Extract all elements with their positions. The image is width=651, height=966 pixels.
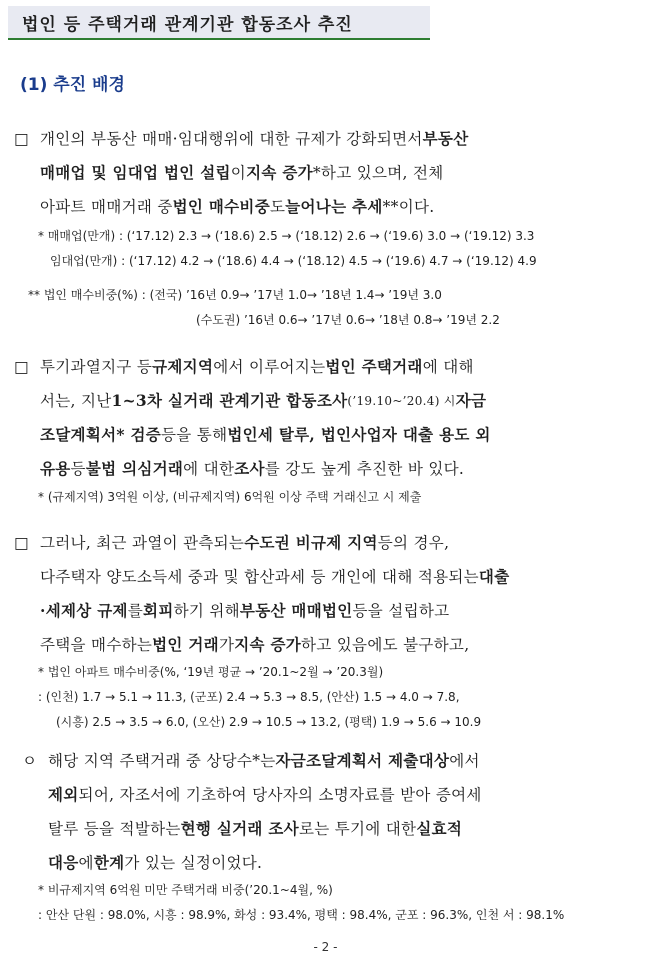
square-bullet-icon: □ bbox=[14, 534, 29, 552]
footnote-regional-share: * 법인 아파트 매수비중(%, ‘19년 평균 → ’20.1~2월 → ’20.3월) : (인천) 1.7 → 5.1 → 11.3, (군포) 2.4 → 5.3 → 8.5, (안산) 1.5 → 4.0 → 7.8, (시흥) 2.5 → 3.5 → 6.0, (오산) 2.9 → 10.5 → 13.2, (평택) 1.9 → 5.6 → 10.9 bbox=[38, 665, 482, 729]
section-heading: (1) 추진 배경 bbox=[20, 75, 125, 95]
footnote-business-count: * 매매업(만개) : (‘17.12) 2.3 → (‘18.6) 2.5 → (‘18.12) 2.6 → (‘19.6) 3.0 → (‘19.12) 3.3 임대업(만개) : (‘17.12) 4.2 → (‘18.6) 4.4 → (‘18.12) 4.5 → (‘19.6) 4.7 → (‘19.12) 4.9 bbox=[38, 229, 537, 268]
title-text: 법인 등 주택거래 관계기관 합동조사 추진 bbox=[22, 14, 353, 35]
footnote-under-600m-share: * 비규제지역 6억원 미만 주택거래 비중(’20.1~4월, %) : 안산 단원 : 98.0%, 시흥 : 98.9%, 화성 : 93.4%, 평택 : 98.4%, 군포 : 96.3%, 인천 서 : 98.1% bbox=[38, 883, 565, 922]
square-bullet-icon: □ bbox=[14, 358, 29, 376]
square-bullet-icon: □ bbox=[14, 130, 29, 148]
footnote-corporate-share: ** 법인 매수비중(%) : (전국) ’16년 0.9→ ’17년 1.0→ ’18년 1.4→ ’19년 3.0 (수도권) ’16년 0.6→ ’17년 0.6→ ’18년 0.8→ ’19년 2.2 bbox=[28, 288, 500, 327]
paragraph-background-2: □ 투기과열지구 등 규제지역 에서 이루어지는 법인 주택거래 에 대해 서는, 지난 1~3차 실거래 관계기관 합동조사 (’19.10~’20.4) 시 자금 조달계획서 * 검증 등을 통해 법인세 탈루, 법인사업자 대출 용도 외 유용 등 불법 의심거래 에 대한 조사 를 강도 높게 추진한 바 있다. bbox=[14, 350, 640, 486]
circle-bullet-icon: ㅇ bbox=[22, 752, 38, 770]
paragraph-background-4: ㅇ 해당 지역 주택거래 중 상당수 *는 자금조달계획서 제출대상 에서 제외 되어, 자조서에 기초하여 당사자의 소명자료를 받아 증여세 탈루 등을 적발하는 현행 실거래 조사 로는 투기에 대한 실효적 대응 에 한계 가 있는 실정이었다. bbox=[22, 744, 640, 880]
page-number: - 2 - bbox=[313, 940, 338, 954]
footnote-funding-plan: * (규제지역) 3억원 이상, (비규제지역) 6억원 이상 주택 거래신고 시 제출 bbox=[38, 490, 422, 504]
paragraph-background-1: □ 개인의 부동산 매매·임대행위에 대한 규제가 강화되면서 부동산 매매업 및 임대업 법인 설립 이 지속 증가 *하고 있으며, 전체 아파트 매매거래 중 법인 매수비중 도 늘어나는 추세 **이다. bbox=[14, 122, 640, 224]
paragraph-background-3: □ 그러나, 최근 과열이 관측되는 수도권 비규제 지역 등의 경우, 다주택자 양도소득세 중과 및 합산과세 등 개인에 대해 적용되는 대출 ·세제상 규제 를 회피 하기 위해 부동산 매매법인 등을 설립하고 주택을 매수하는 법인 거래 가 지속 증가 하고 있음에도 불구하고, bbox=[14, 526, 640, 662]
document-title bbox=[8, 6, 430, 40]
